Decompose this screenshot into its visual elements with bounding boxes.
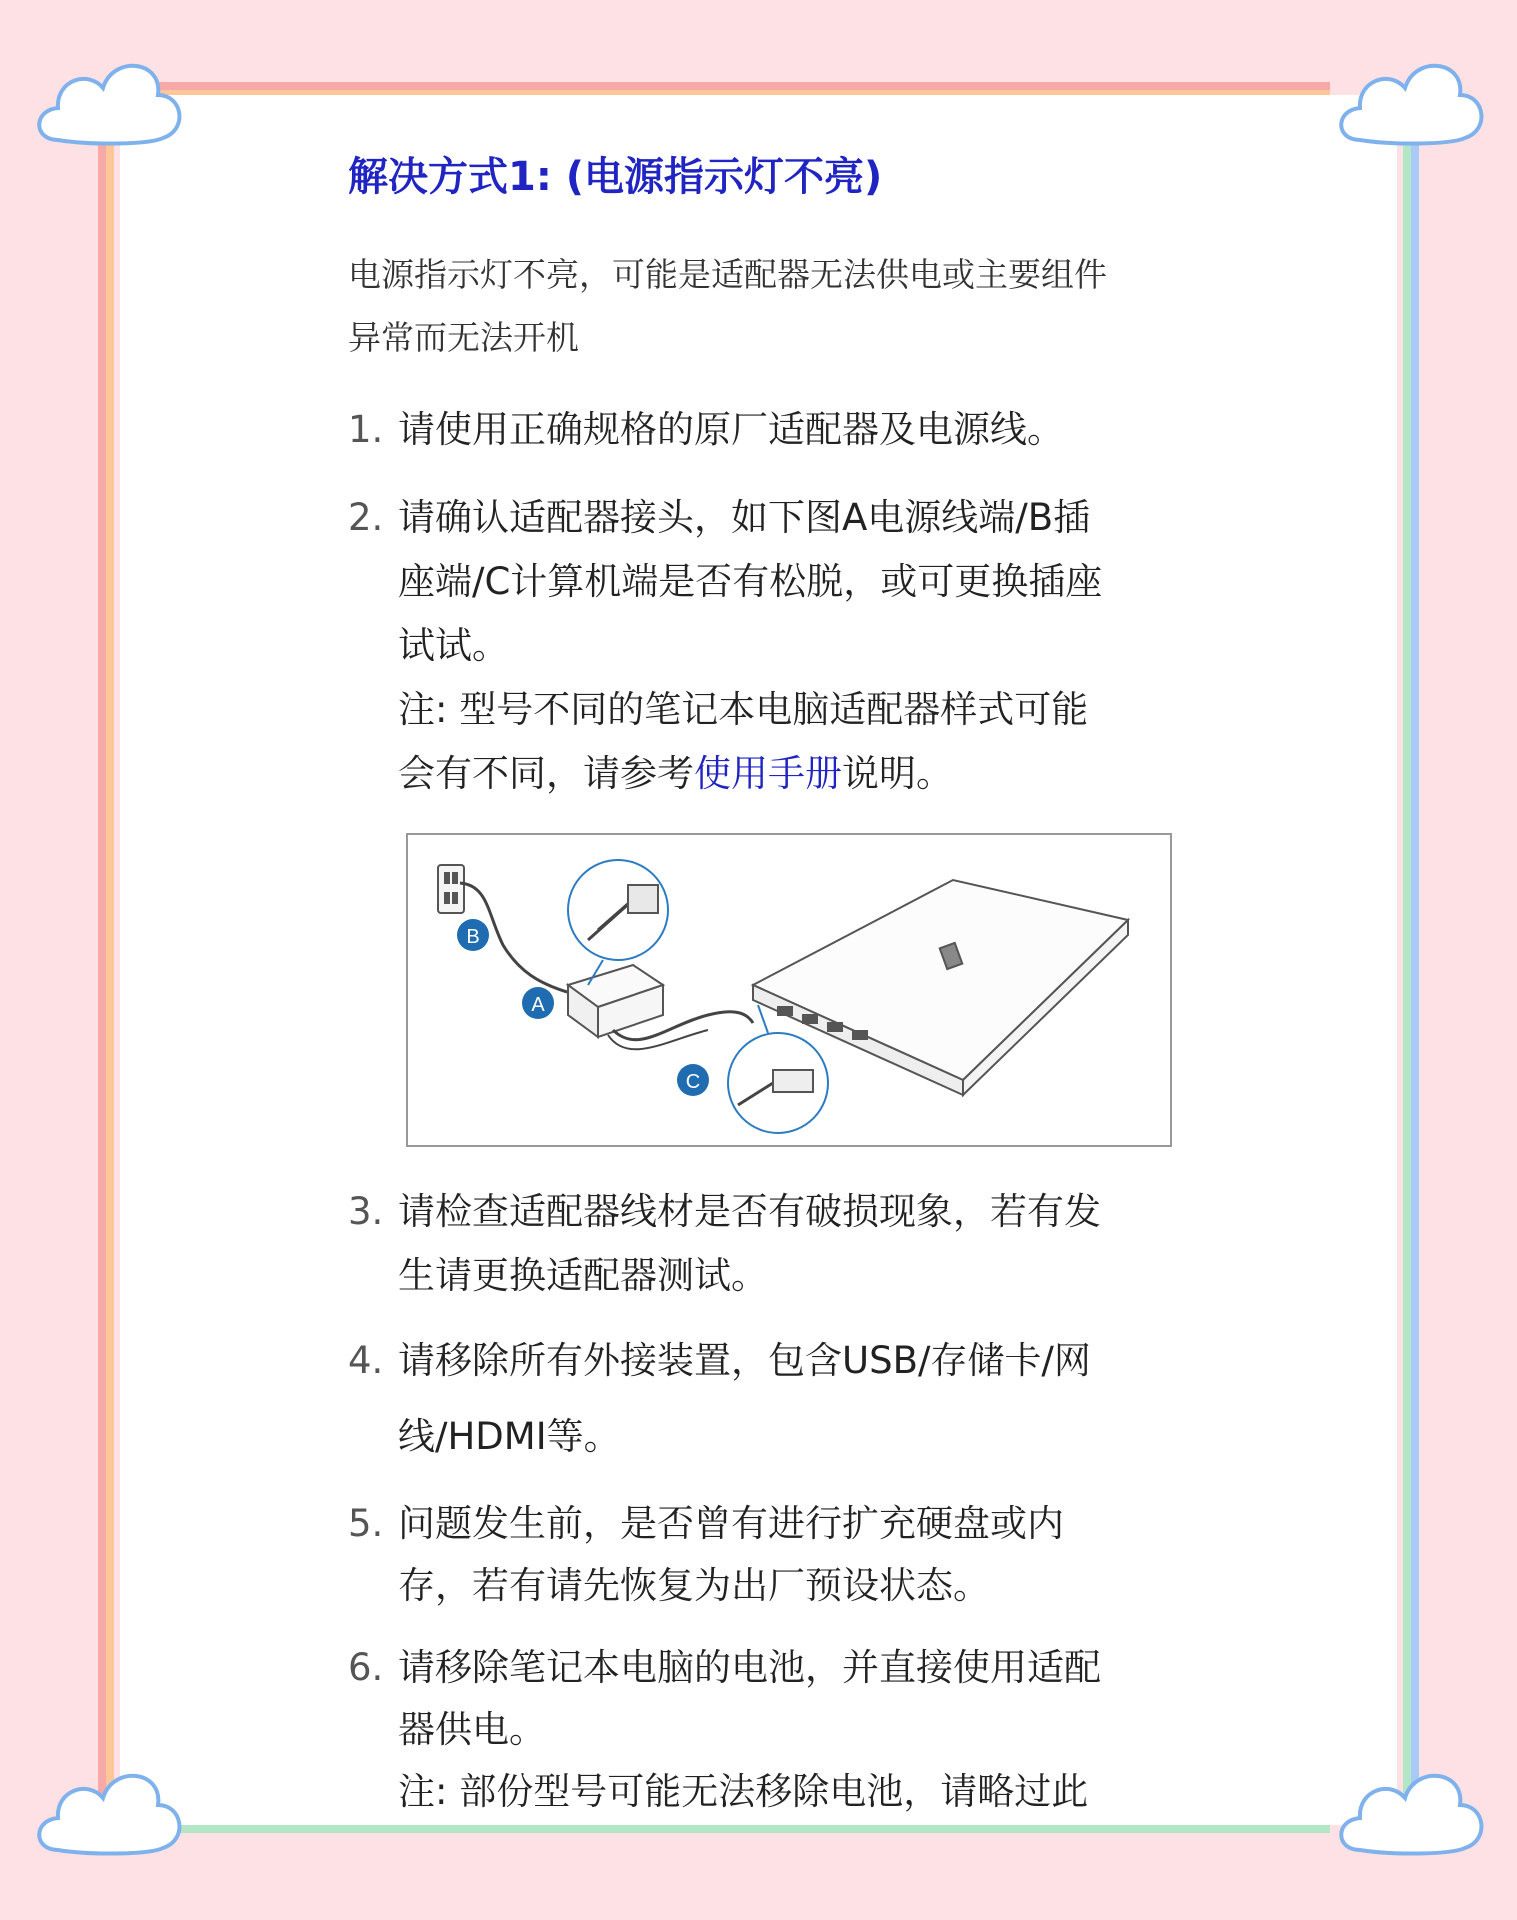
- badge-c-label: C: [685, 1071, 701, 1093]
- cloud-icon-bottom-right: [1330, 1760, 1490, 1870]
- frame-left-bar: [98, 140, 106, 1800]
- note-line: 注: 型号不同的笔记本电脑适配器样式可能: [398, 688, 1089, 731]
- list-item-2: [348, 486, 1208, 806]
- list-line: 请确认适配器接头，如下图A电源线端/B插: [398, 496, 1091, 539]
- list-line: 线/HDMI等。: [398, 1415, 621, 1458]
- list-item-6: [348, 1637, 1208, 1823]
- list-line: 试试。: [398, 624, 509, 667]
- frame-top-bar: [150, 82, 1330, 90]
- badge-b: [457, 919, 489, 951]
- list-line: 请检查适配器线材是否有破损现象，若有发: [398, 1190, 1101, 1233]
- manual-link[interactable]: 使用手册: [694, 752, 842, 795]
- wall-outlet-icon: [438, 865, 464, 913]
- badge-b-label: B: [466, 926, 480, 948]
- page-title: 解决方式1: (电源指示灯不亮): [348, 154, 883, 200]
- badge-a: [522, 987, 554, 1019]
- frame-right-bar: [1403, 140, 1411, 1800]
- note-line: 注: 部份型号可能无法移除电池，请略过此: [398, 1770, 1089, 1813]
- note-text: 会有不同，请参考: [398, 752, 694, 795]
- cloud-icon-top-left: [28, 50, 188, 160]
- cloud-icon-top-right: [1330, 50, 1490, 160]
- list-number: 5.: [348, 1502, 384, 1545]
- list-line: 生请更换适配器测试。: [398, 1254, 768, 1297]
- list-number: 6.: [348, 1646, 384, 1689]
- list-line: 座端/C计算机端是否有松脱，或可更换插座: [398, 560, 1103, 603]
- note-text-end: 说明。: [842, 752, 953, 795]
- list-number: 3.: [348, 1190, 384, 1233]
- adapter-icon: [568, 965, 663, 1037]
- list-item-1: [348, 405, 1208, 455]
- list-number: 4.: [348, 1339, 384, 1382]
- list-line: 请移除所有外接装置，包含USB/存储卡/网: [398, 1339, 1091, 1382]
- badge-c: [677, 1064, 709, 1096]
- list-number: 2.: [348, 496, 384, 539]
- intro-text: [348, 243, 1168, 369]
- frame-bottom-bar-2: [150, 1825, 1330, 1833]
- list-line: 请移除笔记本电脑的电池，并直接使用适配: [398, 1646, 1101, 1689]
- frame-left-bar-2: [106, 140, 114, 1800]
- list-line: 存，若有请先恢复为出厂预设状态。: [398, 1564, 990, 1607]
- badge-a-label: A: [531, 994, 545, 1016]
- frame-right-bar-2: [1411, 140, 1419, 1800]
- adapter-connection-diagram: [406, 833, 1172, 1147]
- list-number: 1.: [348, 408, 384, 451]
- content-panel: [120, 95, 1397, 1825]
- list-line: 请使用正确规格的原厂适配器及电源线。: [398, 408, 1064, 451]
- intro-line-2: 异常而无法开机: [348, 318, 579, 357]
- note-line-last: [398, 742, 1208, 806]
- list-line: 问题发生前，是否曾有进行扩充硬盘或内: [398, 1502, 1064, 1545]
- list-line: 器供电。: [398, 1708, 546, 1751]
- intro-line-1: 电源指示灯不亮，可能是适配器无法供电或主要组件: [348, 255, 1107, 294]
- list-item-5: [348, 1493, 1208, 1617]
- list-item-4: [348, 1323, 1208, 1475]
- cloud-icon-bottom-left: [28, 1760, 188, 1870]
- list-item-3: [348, 1180, 1208, 1308]
